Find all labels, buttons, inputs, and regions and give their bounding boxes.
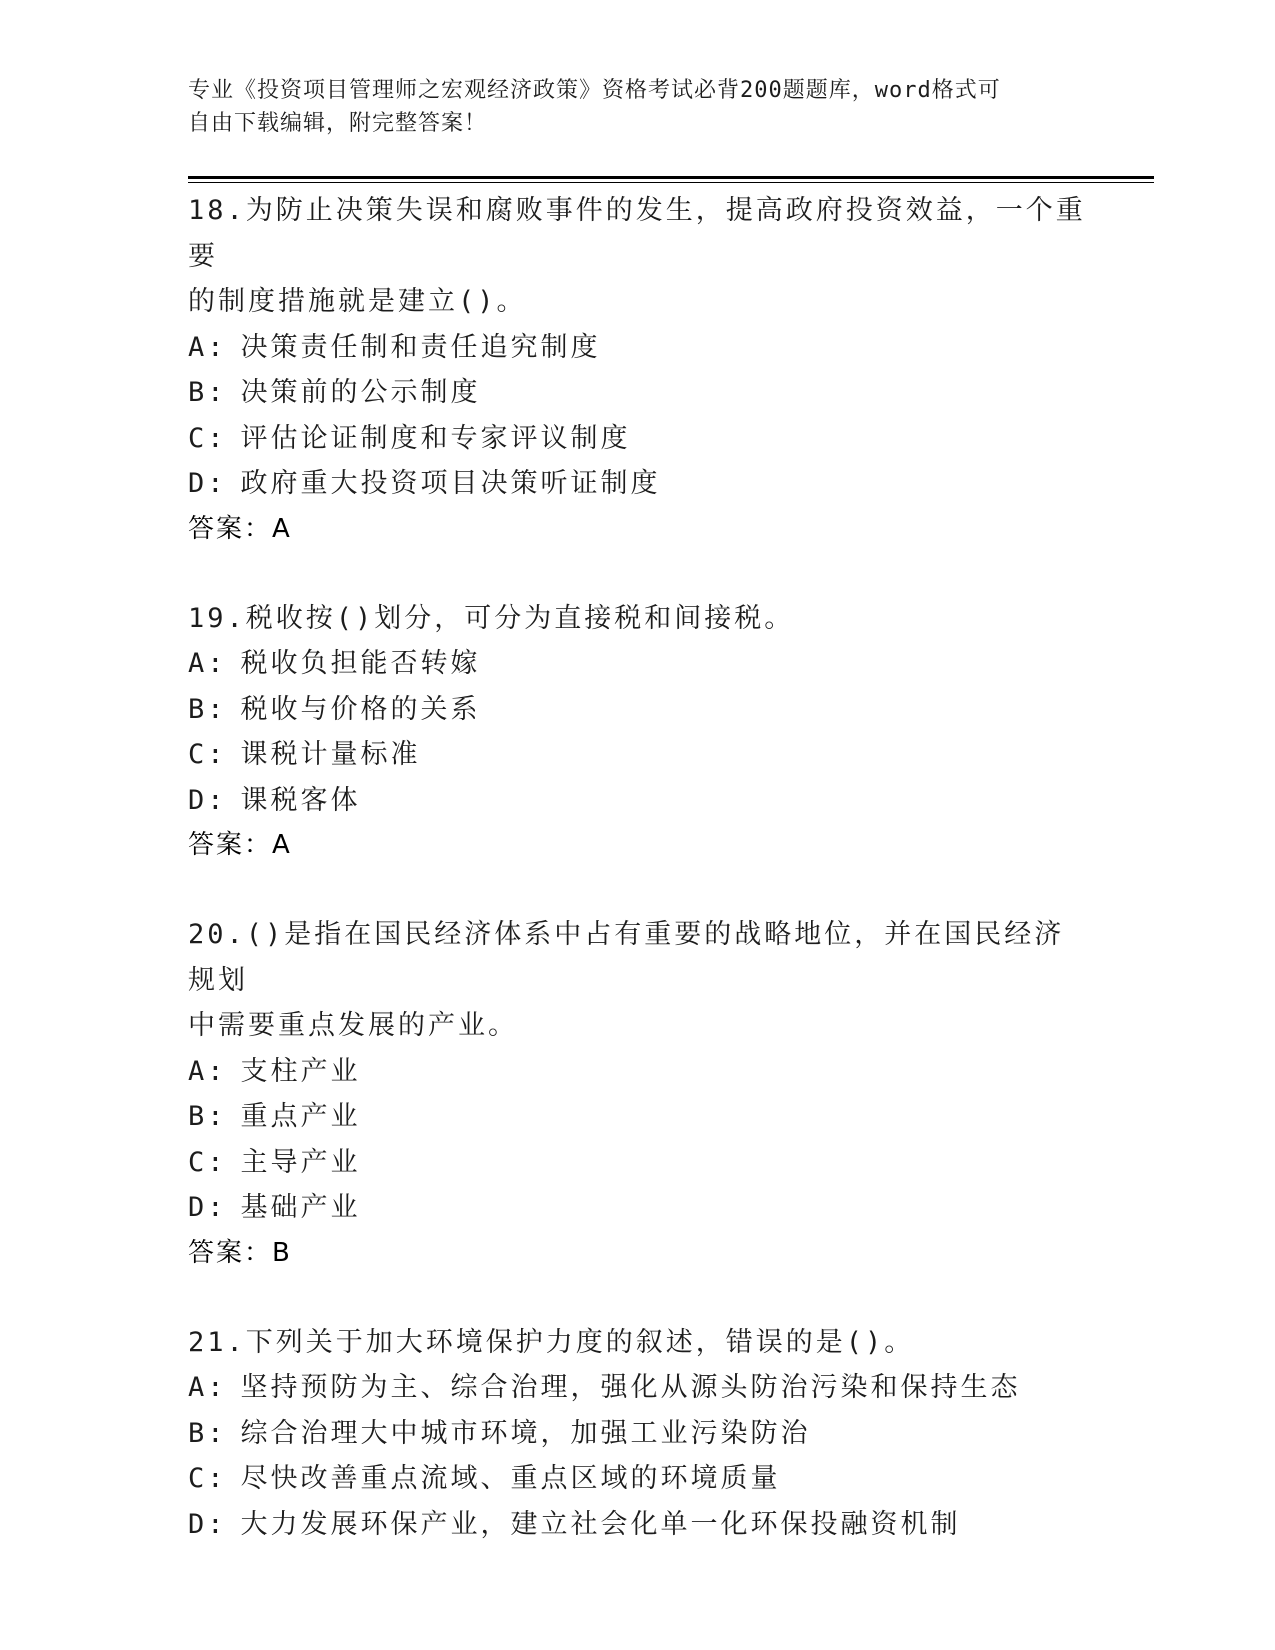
option-text: 坚持预防为主、综合治理，强化从源头防治污染和保持生态 xyxy=(240,1372,1021,1403)
option-text: 基础产业 xyxy=(240,1192,361,1223)
option-d xyxy=(188,461,1088,507)
question-19 xyxy=(188,596,1088,869)
option-letter: D: xyxy=(188,1508,227,1540)
option-letter: C: xyxy=(188,739,227,770)
question-20 xyxy=(188,912,1088,1276)
option-letter: B: xyxy=(188,693,227,725)
option-text: 税收负担能否转嫁 xyxy=(240,648,481,679)
header-divider-thick xyxy=(188,176,1154,179)
header-line-2: 自由下载编辑，附完整答案！ xyxy=(188,111,488,136)
option-c xyxy=(188,732,1088,778)
question-stem-line: 的制度措施就是建立()。 xyxy=(188,286,527,317)
option-text: 重点产业 xyxy=(240,1101,361,1132)
document-header xyxy=(188,74,1088,140)
option-letter: A: xyxy=(188,331,227,363)
option-text: 评估论证制度和专家评议制度 xyxy=(240,422,631,454)
option-text: 支柱产业 xyxy=(240,1055,361,1087)
question-18 xyxy=(188,188,1088,552)
header-divider-thin xyxy=(188,182,1154,183)
option-text: 课税计量标准 xyxy=(240,739,421,770)
question-stem-line: 19.税收按()划分，可分为直接税和间接税。 xyxy=(188,602,795,634)
option-letter: D: xyxy=(188,784,227,816)
option-b xyxy=(188,1411,1088,1457)
option-text: 综合治理大中城市环境，加强工业污染防治 xyxy=(240,1417,811,1449)
answer-line: 答案：B xyxy=(188,1237,292,1268)
option-c xyxy=(188,1140,1088,1186)
option-letter: D: xyxy=(188,468,227,499)
option-a xyxy=(188,325,1088,371)
question-stem-line: 21.下列关于加大环境保护力度的叙述，错误的是()。 xyxy=(188,1326,915,1358)
option-c xyxy=(188,416,1088,462)
question-list xyxy=(188,188,1088,1591)
option-letter: C: xyxy=(188,422,227,454)
option-d xyxy=(188,778,1088,824)
option-letter: C: xyxy=(188,1463,227,1494)
option-c xyxy=(188,1456,1088,1502)
option-a xyxy=(188,1049,1088,1095)
option-b xyxy=(188,370,1088,416)
option-letter: B: xyxy=(188,377,227,408)
header-line-1: 专业《投资项目管理师之宏观经济政策》资格考试必背200题题库，word格式可 xyxy=(188,78,1001,103)
option-text: 尽快改善重点流域、重点区域的环境质量 xyxy=(240,1463,781,1494)
option-letter: B: xyxy=(188,1101,227,1132)
option-letter: A: xyxy=(188,1372,227,1403)
option-d xyxy=(188,1185,1088,1231)
option-text: 决策责任制和责任追究制度 xyxy=(240,331,601,363)
question-stem-line: 18.为防止决策失误和腐败事件的发生，提高政府投资效益，一个重要 xyxy=(188,195,1086,272)
answer-line: 答案：A xyxy=(188,513,292,544)
option-b xyxy=(188,687,1088,733)
option-letter: C: xyxy=(188,1146,227,1178)
option-text: 税收与价格的关系 xyxy=(240,693,481,725)
option-letter: D: xyxy=(188,1192,227,1223)
option-text: 大力发展环保产业，建立社会化单一化环保投融资机制 xyxy=(240,1508,961,1540)
option-text: 政府重大投资项目决策听证制度 xyxy=(240,468,661,499)
question-21 xyxy=(188,1320,1088,1548)
option-text: 课税客体 xyxy=(240,784,361,816)
option-letter: B: xyxy=(188,1417,227,1449)
answer-line: 答案：A xyxy=(188,830,292,860)
option-letter: A: xyxy=(188,648,227,679)
option-text: 决策前的公示制度 xyxy=(240,377,481,408)
question-stem-line: 20.()是指在国民经济体系中占有重要的战略地位，并在国民经济规划 xyxy=(188,919,1065,996)
question-stem-line: 中需要重点发展的产业。 xyxy=(188,1010,518,1041)
option-b xyxy=(188,1094,1088,1140)
option-d xyxy=(188,1502,1088,1548)
option-a xyxy=(188,641,1088,687)
option-letter: A: xyxy=(188,1055,227,1087)
option-text: 主导产业 xyxy=(240,1146,361,1178)
option-a xyxy=(188,1365,1088,1411)
